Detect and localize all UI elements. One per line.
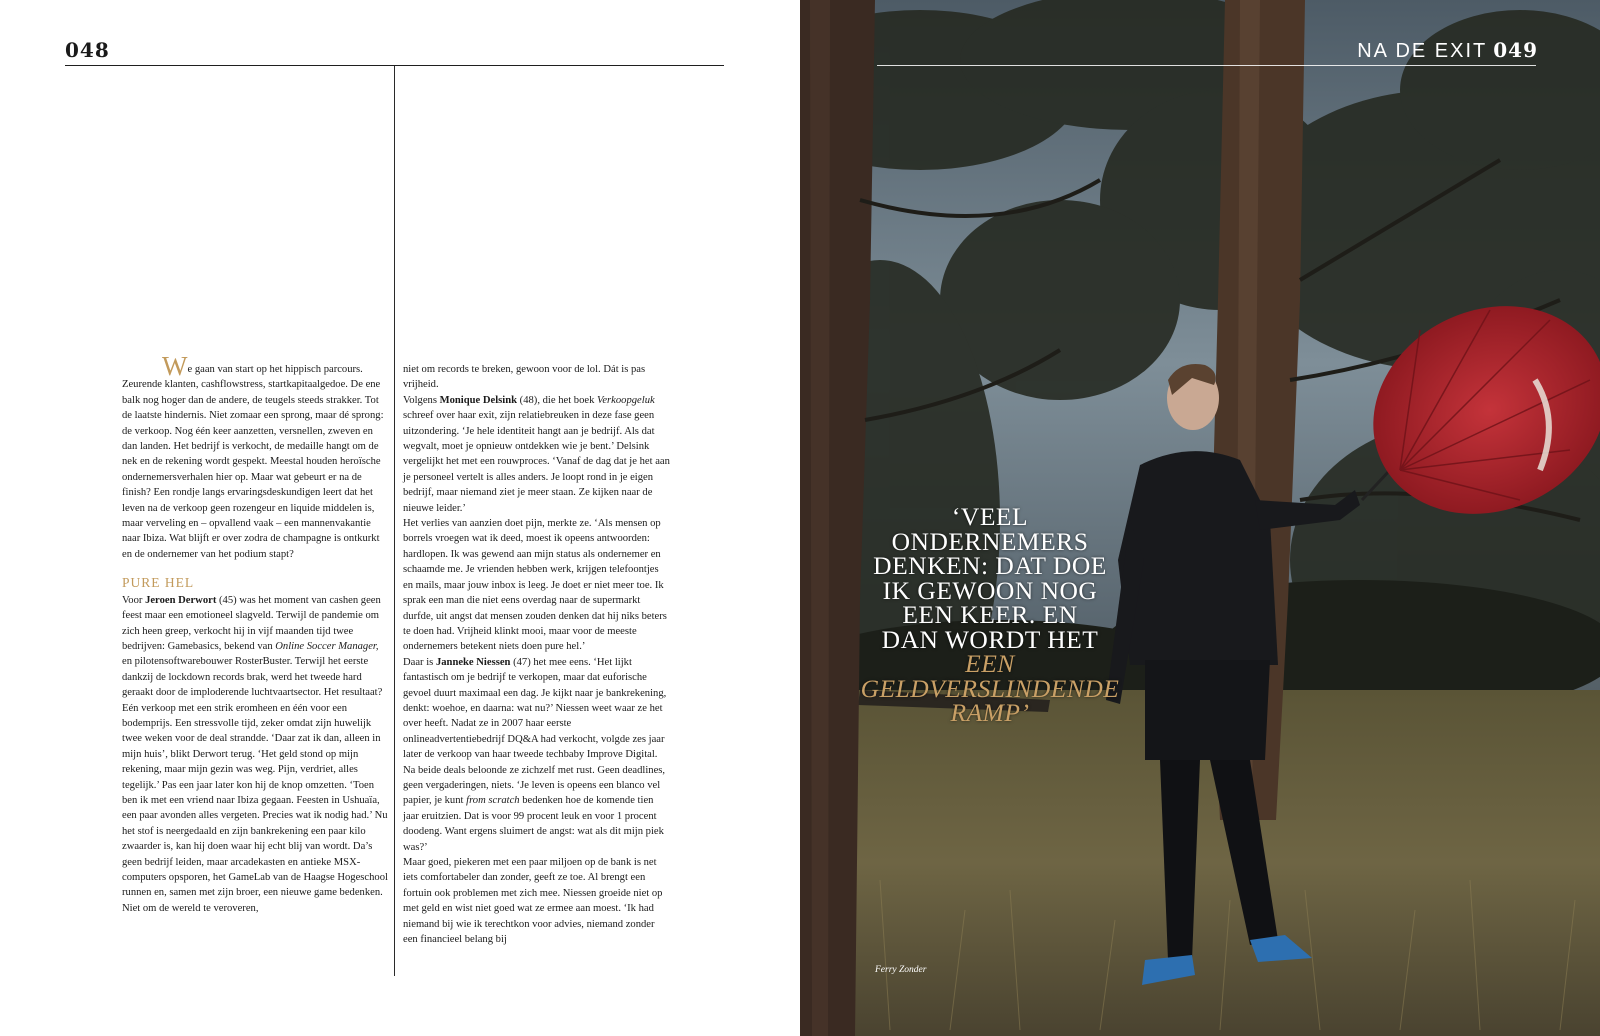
italic-title: Online Soccer Manager, — [275, 640, 379, 652]
subheading: PURE HEL — [122, 575, 195, 591]
section-title: NA DE EXIT — [1357, 40, 1488, 62]
dropcap: W — [162, 351, 188, 381]
quote-line: EEN KEER. EN — [902, 600, 1078, 629]
text-span: en pilotensoftwarebouwer RosterBuster. Terwijl het eerste dankzij de lockdown records brak, werd het tweede hard geraakt door de imploderende luchtvaartsector. Het resultaat? Eén verkoop met een strik eromheen en één voor een bodemprijs. Een stressvolle tijd, zeker omdat zijn huwelijk twee weken voor de deal strandde. ‘Daar zat ik dan, alleen in mijn huis’, blikt Derwort terug. ‘Het geld stond op mijn rekening, maar mijn gezin was weg. Pijn, verdriet, alles tegelijk.’ Pas een jaar later kon hij de knop omzetten. ‘Toen ben ik met een vriend naar Ibiza gegaan. Feesten in Ushuaïa, een paar avonden alles vergeten. Precies wat ik nodig had.’ Nu het stof is neergedaald en zijn bankrekening een paar kilo zwaarder is, kan hij doen waar hij echt blij van wordt. Da’s geen bedrijf leiden, maar arcadekasten en antieke MSX-computers opsporen, het GameLab van de Haagse Hogeschool runnen en, samen met zijn broer, een nieuwe game bedenken. Niet om de wereld te veroveren, — [122, 656, 388, 914]
text-span: schreef over haar exit, zijn relatiebreuken in deze fase geen uitzondering. ‘Je hele identiteit hangt aan je bedrijf. Als dat wegvalt, moet je opnieuw ontdekken wie je bent.’ Delsink vergelijkt het met een rouwproces. ‘Vanaf de dag dat je het aan je personeel vertelt is alles anders. Je loopt rond in je eigen bedrijf, maar niemand ziet je meer staan. Ze kijken naar de nieuwe leider.’ — [403, 410, 670, 514]
paragraph-continuation: niet om records te breken, gewoon voor de lol. Dát is pas vrijheid. — [403, 364, 646, 391]
text-span: (48), die het boek — [517, 394, 598, 406]
paragraph-verlies: Het verlies van aanzien doet pijn, merkte ze. ‘Als mensen op borrels vroegen wat ik deed, moest ik opeens antwoorden: hardlopen. Ik was gewend aan mijn status als ondernemer en schaamde me. Je vrienden hebben werk, krijgen telefoontjes en mails, maar jouw inbox is leeg. Je doet er niet meer toe. Ik sprak een man die niet eens overdag naar de supermarkt durfde, uit angst dat mensen zouden denken dat hij niks beters te doen had. Vrijheid klinkt mooi, maar voor de meeste ondernemers betekent niets doen pure hel.’ — [403, 518, 667, 653]
quote-line: DAN WORDT HET — [881, 624, 1099, 654]
paragraph-piekeren: Maar goed, piekeren met een paar miljoen op de bank is net iets comfortabeler dan zonder, geeft ze toe. Al brengt een fortuin ook problemen met zich mee. Niessen groeide niet op met geld en wist niet goed wat ze ermee aan moest. ‘Ik had niemand bij wie ik terechtkon voor advies, niemand zonder een financieel belang bij — [403, 857, 663, 946]
quote-accent-line: EEN GELDVERSLINDENDE — [860, 649, 1120, 703]
page-number-left: 048 — [65, 38, 110, 62]
text-span: Voor — [122, 594, 146, 606]
column-divider — [394, 66, 395, 976]
paragraph-niessen — [403, 655, 671, 855]
photo-credit: Ferry Zonder — [875, 965, 927, 975]
intro-text: e gaan van start op het hippisch parcours. Zeurende klanten, cashflowstress, startkapitaalgedoe. De ene balk nog hoger dan de andere, de teugels steeds strakker. Tot de laatste hindernis. Niet zomaar een sprong, maar dé sprong: de verkoop. Nog één keer aanzetten, versnellen, zweven en dan landen. Het bedrijf is verkocht, de medaille hangt om de nek en de rekening wordt gespekt. Meestal houden heroïsche ondernemersverhalen hier op. Maar wat gebeurt er na de finish? Een rondje langs ervaringsdeskundigen leert dat het leven na de verkoop geen rozengeur en liquide middelen is, maar verveling en – opvallend vaak – een mannenvakantie naar Ibiza. Wat blijft er over zodra de champagne is ontkurkt en de ondernemer van het podium stapt? — [122, 364, 384, 560]
italic-phrase: from scratch — [466, 795, 520, 807]
article-column-2 — [403, 362, 671, 947]
text-span: Volgens — [403, 394, 440, 406]
quote-line: ONDERNEMERS — [891, 526, 1089, 556]
page-header-right — [1357, 38, 1538, 63]
paragraph-delsink — [403, 393, 671, 516]
person-shorts — [1145, 660, 1270, 760]
text-span: bedenken hoe de komende tien jaar eruitzien. Dat is voor 99 procent leuk en voor 1 procent doodeng. Want ergens sluimert de angst: wat als dit mijn piek was?’ — [403, 795, 664, 853]
article-column-1 — [122, 351, 388, 916]
text-span: (47) het mee eens. ‘Het lijkt fantastisch om je bedrijf te verkopen, maar dat euforische gevoel duurt maximaal een dag. Je kijkt naar je bankrekening, denkt: woehoe, en daarna: wat nu?’ Niessen weet waar ze het over heeft. Nadat ze in 2007 haar eerste onlineadvertentiebedrijf DQ&A had verkocht, volgde zes jaar later de verkoop van haar tweede techbaby Improve Digital. Na beide deals beloonde ze zichzelf met rust. Geen deadlines, geen vergaderingen, niets. ‘Je leven is opeens een blanco vel papier, je kunt — [403, 656, 667, 807]
text-span: (45) was het moment van cashen geen feest maar een emotioneel slagveld. Terwijl de pandemie om zich heen greep, verkocht hij in vijf maanden tijd twee bedrijven: Gamebasics, bekend van — [122, 594, 381, 652]
header-rule-right — [877, 65, 1536, 66]
text-span: Daar is — [403, 656, 436, 668]
person-name: Janneke Niessen — [435, 656, 511, 668]
person-name: Jeroen Derwort — [145, 594, 217, 606]
paragraph-derwort — [122, 593, 388, 917]
quote-line: IK GEWOON NOG — [882, 575, 1098, 605]
pull-quote — [840, 502, 1140, 727]
person-name: Monique Delsink — [439, 394, 518, 406]
italic-title: Verkoopgeluk — [597, 394, 655, 406]
quote-line: DENKEN: DAT DOE — [873, 551, 1107, 580]
trunk-highlight — [810, 0, 830, 1036]
intro-paragraph — [122, 351, 388, 562]
quote-accent-line: RAMP’ — [950, 698, 1030, 727]
page-number-right: 049 — [1493, 38, 1538, 62]
right-page-photo — [800, 0, 1600, 1036]
quote-line: ‘VEEL — [951, 502, 1029, 531]
